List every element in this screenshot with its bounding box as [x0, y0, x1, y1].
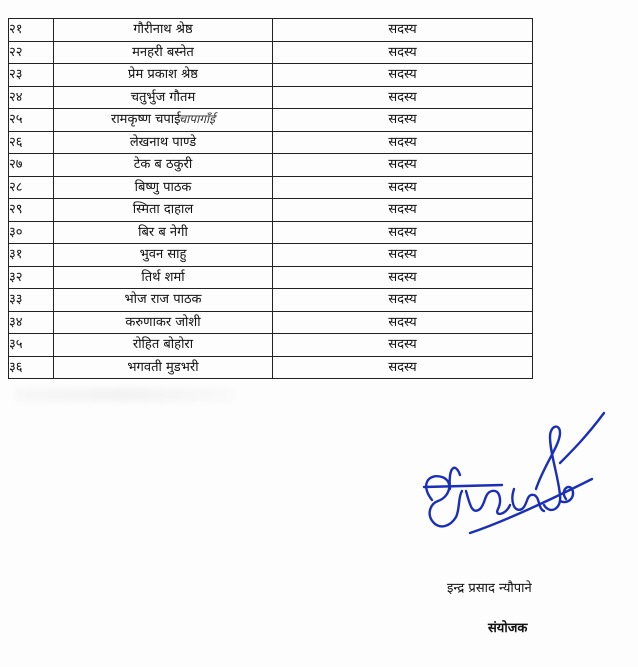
member-name: स्मिता दाहाल	[54, 199, 273, 222]
member-name: भगवती मुडभरी	[54, 356, 273, 379]
serial-number: २१	[9, 19, 54, 42]
table-row	[9, 199, 533, 222]
table-row	[9, 19, 533, 42]
handwritten-correction: चापागाँई	[178, 112, 215, 127]
member-role: सदस्य	[273, 86, 533, 109]
member-name-cell	[54, 109, 273, 132]
member-name: मनहरी बस्नेत	[54, 41, 273, 64]
signature-ink	[424, 413, 604, 533]
serial-number: २५	[9, 109, 54, 132]
member-name: तिर्थ शर्मा	[54, 266, 273, 289]
signer-name: इन्द्र प्रसाद न्यौपाने	[447, 581, 532, 596]
member-name: टेक ब ठकुरी	[54, 154, 273, 177]
member-name: बिर ब नेगी	[54, 221, 273, 244]
table-row	[9, 154, 533, 177]
member-role: सदस्य	[273, 221, 533, 244]
table-row	[9, 311, 533, 334]
member-name: रामकृष्ण चपाई	[111, 112, 181, 128]
member-role: सदस्य	[273, 289, 533, 312]
member-role: सदस्य	[273, 334, 533, 357]
member-role: सदस्य	[273, 356, 533, 379]
serial-number: ३६	[9, 356, 54, 379]
member-role: सदस्य	[273, 109, 533, 132]
scan-smudge	[15, 388, 235, 402]
member-role: सदस्य	[273, 244, 533, 267]
table-row	[9, 41, 533, 64]
signer-title: संयोजक	[488, 621, 528, 636]
serial-number: ३३	[9, 289, 54, 312]
member-name: गौरीनाथ श्रेष्ठ	[54, 19, 273, 42]
member-name: भोज राज पाठक	[54, 289, 273, 312]
table-row	[9, 131, 533, 154]
member-name: चतुर्भुज गौतम	[54, 86, 273, 109]
table-row	[9, 64, 533, 87]
handwritten-signature	[410, 405, 620, 565]
serial-number: ३४	[9, 311, 54, 334]
member-role: सदस्य	[273, 41, 533, 64]
table-row	[9, 266, 533, 289]
members-table-body	[9, 19, 533, 379]
member-role: सदस्य	[273, 176, 533, 199]
serial-number: २९	[9, 199, 54, 222]
member-name: करुणाकर जोशी	[54, 311, 273, 334]
member-role: सदस्य	[273, 154, 533, 177]
table-row	[9, 176, 533, 199]
member-role: सदस्य	[273, 64, 533, 87]
table-row	[9, 334, 533, 357]
table-row	[9, 109, 533, 132]
member-role: सदस्य	[273, 311, 533, 334]
serial-number: २३	[9, 64, 54, 87]
serial-number: २४	[9, 86, 54, 109]
serial-number: ३२	[9, 266, 54, 289]
serial-number: २६	[9, 131, 54, 154]
member-name: बिष्णु पाठक	[54, 176, 273, 199]
serial-number: ३५	[9, 334, 54, 357]
member-name: प्रेम प्रकाश श्रेष्ठ	[54, 64, 273, 87]
member-name: लेखनाथ पाण्डे	[54, 131, 273, 154]
member-role: सदस्य	[273, 266, 533, 289]
members-table	[8, 18, 533, 379]
serial-number: २७	[9, 154, 54, 177]
serial-number: २८	[9, 176, 54, 199]
member-name: रोहित बोहोरा	[54, 334, 273, 357]
serial-number: ३०	[9, 221, 54, 244]
table-row	[9, 356, 533, 379]
table-row	[9, 221, 533, 244]
member-role: सदस्य	[273, 19, 533, 42]
member-name: भुवन साहु	[54, 244, 273, 267]
serial-number: ३१	[9, 244, 54, 267]
table-row	[9, 244, 533, 267]
serial-number: २२	[9, 41, 54, 64]
member-role: सदस्य	[273, 131, 533, 154]
table-row	[9, 289, 533, 312]
member-role: सदस्य	[273, 199, 533, 222]
table-row	[9, 86, 533, 109]
